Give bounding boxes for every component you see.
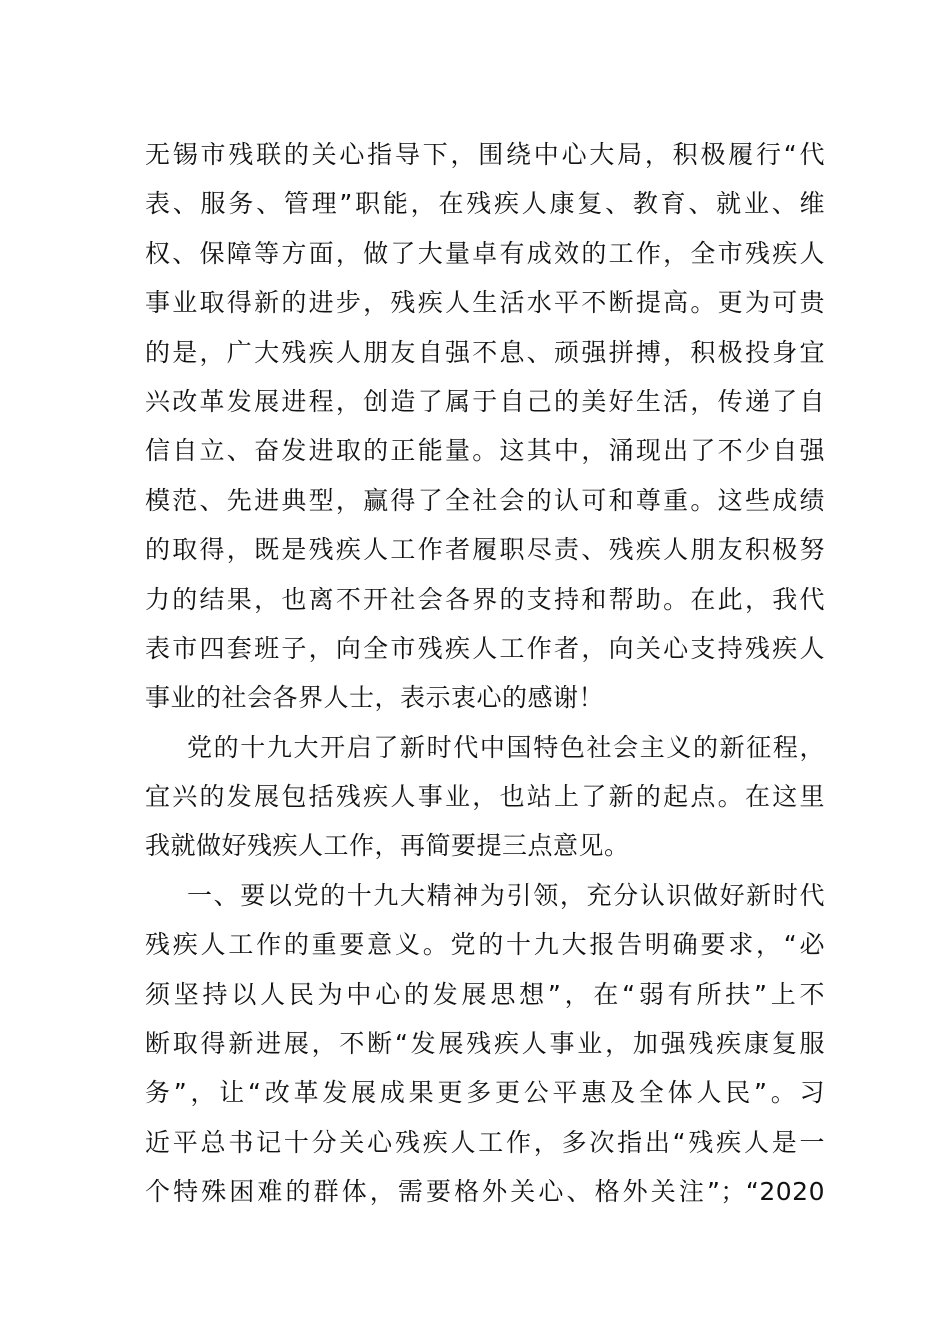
text-line: 事业的社会各界人士，表示衷心的感谢！ bbox=[145, 683, 605, 713]
text-line: 权、保障等方面，做了大量卓有成效的工作，全市残疾人 bbox=[145, 238, 825, 268]
paragraph-first-line: 党的十九大开启了新时代中国特色社会主义的新征程， bbox=[187, 732, 825, 762]
paragraph-first-line: 一、要以党的十九大精神为引领，充分认识做好新时代 bbox=[187, 880, 825, 910]
text-line: 断取得新进展，不断“发展残疾人事业，加强残疾康复服 bbox=[145, 1029, 825, 1059]
text-line: 表市四套班子，向全市残疾人工作者，向关心支持残疾人 bbox=[145, 633, 825, 663]
text-line: 残疾人工作的重要意义。党的十九大报告明确要求，“必 bbox=[145, 930, 825, 960]
body-text bbox=[145, 130, 825, 1217]
text-line: 力的结果，也离不开社会各界的支持和帮助。在此，我代 bbox=[145, 584, 825, 614]
text-line: 我就做好残疾人工作，再简要提三点意见。 bbox=[145, 831, 630, 861]
text-line: 务”，让“改革发展成果更多更公平惠及全体人民”。习 bbox=[145, 1078, 825, 1108]
text-line: 表、服务、管理”职能，在残疾人康复、教育、就业、维 bbox=[145, 189, 825, 219]
text-line: 兴改革发展进程，创造了属于自己的美好生活，传递了自 bbox=[145, 386, 825, 416]
text-line: 无锡市残联的关心指导下，围绕中心大局，积极履行“代 bbox=[145, 140, 825, 169]
text-line: 须坚持以人民为中心的发展思想”，在“弱有所扶”上不 bbox=[145, 979, 825, 1009]
text-line: 事业取得新的进步，残疾人生活水平不断提高。更为可贵 bbox=[145, 288, 825, 318]
text-line: 的取得，既是残疾人工作者履职尽责、残疾人朋友积极努 bbox=[145, 535, 825, 565]
text-line: 个特殊困难的群体，需要格外关心、格外关注”；“2020 bbox=[145, 1177, 825, 1207]
text-line: 近平总书记十分关心残疾人工作，多次指出“残疾人是一 bbox=[145, 1127, 825, 1157]
text-line: 的是，广大残疾人朋友自强不息、顽强拼搏，积极投身宜 bbox=[145, 337, 825, 367]
text-line: 信自立、奋发进取的正能量。这其中，涌现出了不少自强 bbox=[145, 436, 825, 466]
text-line: 模范、先进典型，赢得了全社会的认可和尊重。这些成绩 bbox=[145, 485, 825, 515]
text-line: 宜兴的发展包括残疾人事业，也站上了新的起点。在这里 bbox=[145, 782, 825, 812]
